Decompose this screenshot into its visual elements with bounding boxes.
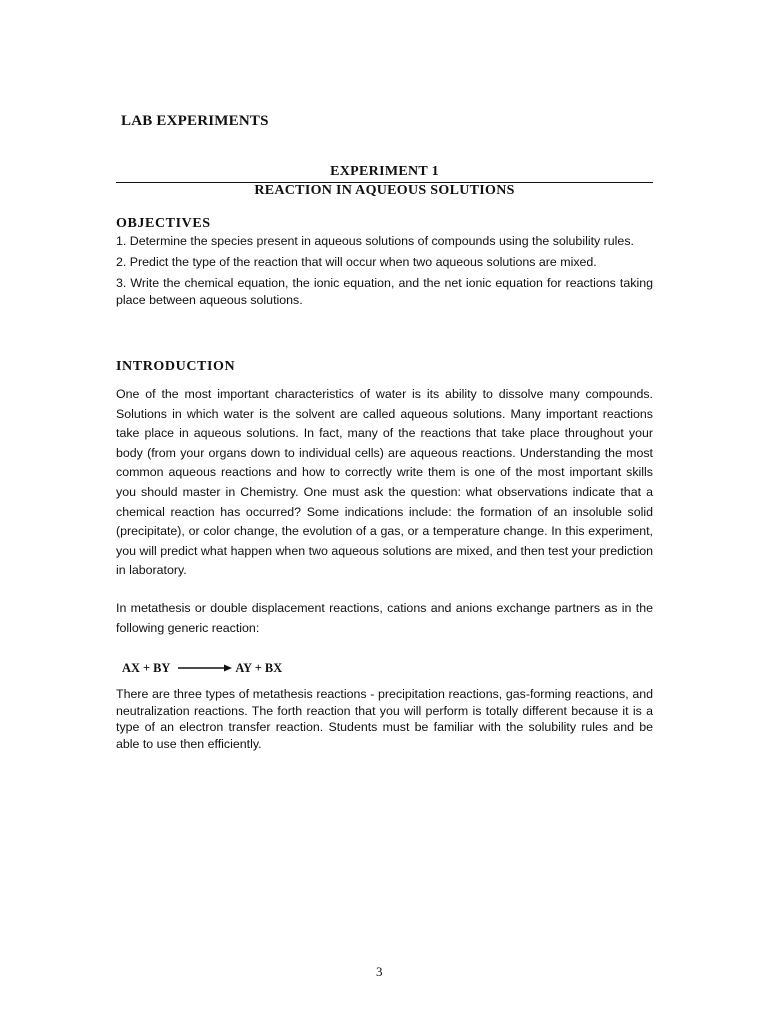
equation-reactants: AX + BY — [122, 660, 171, 675]
objective-item-2: 2. Predict the type of the reaction that will occur when two aqueous solutions are mixed. — [116, 255, 597, 269]
metathesis-types-paragraph: There are three types of metathesis reactions - precipitation reactions, gas-forming reactions, and neutralization reactions. The forth reaction that you will perform is totally different because it is a type of an electron transfer reaction. Students must be familiar with the solubility rules and be able to use then efficiently. — [116, 687, 653, 751]
lab-experiments-header: LAB EXPERIMENTS — [121, 113, 269, 129]
experiment-title: REACTION IN AQUEOUS SOLUTIONS — [254, 183, 515, 198]
reaction-arrow-icon — [178, 663, 232, 673]
introduction-heading: INTRODUCTION — [116, 359, 236, 374]
page-number: 3 — [376, 964, 383, 979]
objectives-list — [116, 233, 653, 313]
objective-item-1: 1. Determine the species present in aqueous solutions of compounds using the solubility rules. — [116, 234, 634, 248]
objectives-heading: OBJECTIVES — [116, 216, 211, 231]
experiment-number: EXPERIMENT 1 — [330, 164, 439, 179]
objective-item-3: 3. Write the chemical equation, the ionic equation, and the net ionic equation for reactions taking place between aqueous solutions. — [116, 276, 653, 307]
generic-reaction-equation — [122, 659, 282, 677]
equation-products: AY + BX — [235, 660, 283, 675]
introduction-paragraph: One of the most important characteristics of water is its ability to dissolve many compounds. Solutions in which water is the solvent are called aqueous solutions. Many important reactions take place in aqueous solutions. In fact, many of the reactions that take place throughout your body (from your organs down to individual cells) are aqueous reactions. Understanding the most common aqueous reactions and how to correctly write them is one of the most important skills you should master in Chemistry. One must ask the question: what observations indicate that a chemical reaction has occurred? Some indications include: the formation of an insoluble solid (precipitate), or color change, the evolution of a gas, or a temperature change. In this experiment, you will predict what happen when two aqueous solutions are mixed, and then test your prediction in laboratory. — [116, 387, 653, 578]
metathesis-intro-paragraph: In metathesis or double displacement reactions, cations and anions exchange partners as in the following generic reaction: — [116, 601, 653, 635]
